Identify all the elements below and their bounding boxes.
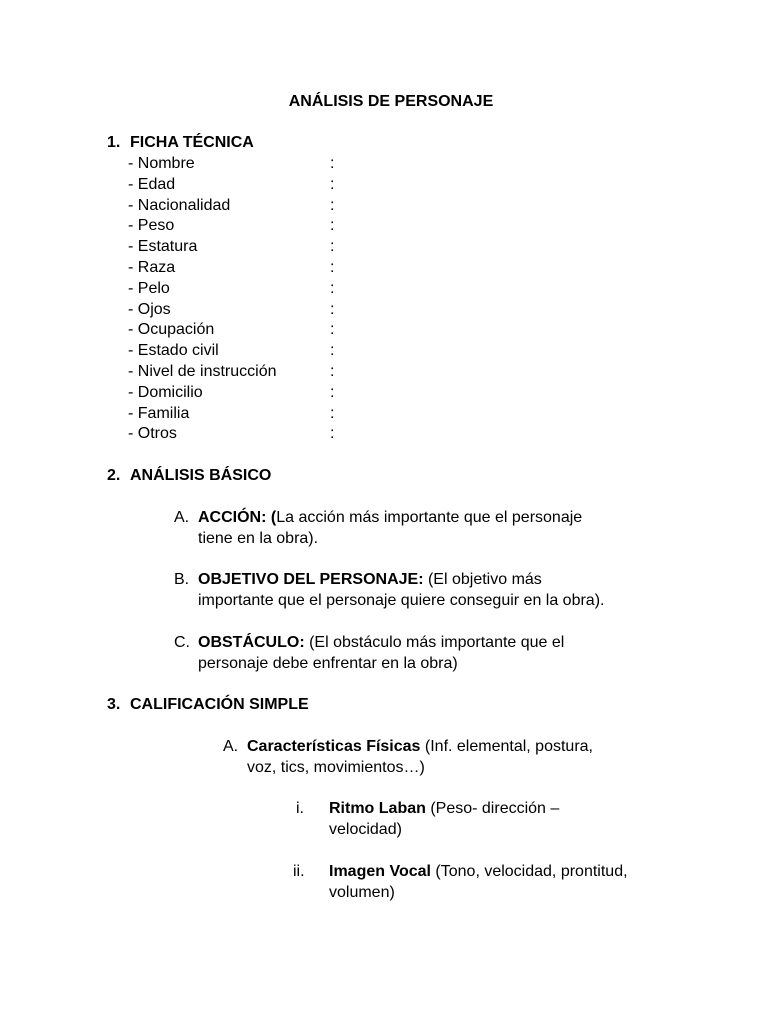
item-text-line-1	[247, 737, 593, 758]
item-description: La acción más importante que el personaje	[276, 509, 583, 526]
field-separator: :	[330, 383, 335, 401]
list-item	[128, 216, 335, 237]
list-item	[128, 154, 335, 175]
field-label: - Ojos	[128, 300, 171, 318]
item-bold-term: Imagen Vocal	[329, 863, 431, 880]
field-separator: :	[330, 279, 335, 297]
section-number: 3.	[107, 696, 121, 713]
field-label: - Nombre	[128, 155, 195, 172]
item-marker: ii.	[293, 863, 305, 880]
list-item	[296, 799, 560, 838]
field-label: - Ocupación	[128, 321, 215, 339]
document-title: ANÁLISIS DE PERSONAJE	[288, 93, 494, 110]
item-marker: i.	[296, 800, 304, 817]
item-text-line-1	[198, 633, 564, 654]
field-label: - Nivel de instrucción	[128, 362, 277, 380]
ficha-tecnica-list	[128, 154, 335, 445]
item-bold-term: Características Físicas	[247, 738, 421, 755]
item-text-line-2: velocidad)	[329, 821, 402, 838]
section-3-heading	[107, 695, 309, 716]
list-item	[128, 258, 335, 279]
field-separator: :	[330, 258, 335, 276]
item-text-line-1	[329, 799, 559, 820]
list-item	[128, 175, 335, 196]
item-text-line-1	[329, 862, 628, 883]
item-text-line-1	[198, 570, 542, 591]
field-label: - Familia	[128, 404, 190, 422]
field-label: - Estatura	[128, 238, 198, 256]
field-label: - Otros	[128, 425, 177, 443]
list-item	[128, 320, 335, 341]
item-text-line-2: tiene en la obra).	[198, 530, 319, 547]
field-separator: :	[330, 155, 335, 172]
item-text-line-2: personaje debe enfrentar en la obra)	[198, 655, 458, 672]
list-item	[293, 862, 628, 901]
field-label: - Peso	[128, 217, 175, 235]
item-bold-term: Ritmo Laban	[329, 800, 426, 817]
item-text-line-2: voz, tics, movimientos…)	[247, 759, 425, 776]
list-item	[128, 424, 335, 445]
section-title: ANÁLISIS BÁSICO	[130, 467, 272, 484]
list-item	[128, 383, 335, 404]
field-separator: :	[330, 175, 335, 193]
item-text-line-2: importante que el personaje quiere conseguir en la obra).	[198, 592, 605, 609]
field-separator: :	[330, 321, 335, 339]
field-label: - Domicilio	[128, 383, 203, 401]
list-item	[174, 570, 605, 609]
item-marker: A.	[223, 738, 239, 755]
item-description: (El objetivo más	[423, 571, 542, 588]
list-item	[128, 237, 335, 258]
list-item	[128, 362, 335, 383]
section-title: CALIFICACIÓN SIMPLE	[130, 696, 309, 713]
item-description: (Tono, velocidad, prontitud,	[430, 863, 628, 880]
list-item	[174, 633, 565, 672]
list-item	[223, 737, 593, 776]
field-label: - Edad	[128, 175, 176, 193]
list-item	[128, 404, 335, 425]
field-separator: :	[330, 300, 335, 318]
list-item	[128, 341, 335, 362]
field-separator: :	[330, 238, 335, 256]
item-text-line-1	[198, 508, 582, 529]
list-item	[128, 300, 335, 321]
item-description: (El obstáculo más importante que el	[304, 634, 565, 651]
section-title: FICHA TÉCNICA	[130, 134, 254, 151]
section-number: 2.	[107, 467, 121, 484]
section-number: 1.	[107, 134, 121, 151]
list-item	[128, 196, 335, 217]
list-item	[174, 508, 583, 547]
item-description: (Inf. elemental, postura,	[420, 738, 593, 755]
field-label: - Nacionalidad	[128, 196, 231, 214]
item-marker: A.	[174, 509, 190, 526]
field-label: - Estado civil	[128, 342, 219, 360]
item-marker: B.	[174, 571, 190, 588]
field-separator: :	[330, 196, 335, 214]
item-marker: C.	[174, 634, 190, 651]
section-1-heading	[107, 133, 254, 154]
field-label: - Raza	[128, 258, 176, 276]
item-text-line-2: volumen)	[329, 884, 395, 901]
item-bold-term: ACCIÓN: (	[198, 509, 277, 526]
section-2-heading	[107, 466, 272, 487]
list-item	[128, 279, 335, 300]
item-bold-term: OBSTÁCULO:	[198, 634, 305, 651]
item-bold-term: OBJETIVO DEL PERSONAJE:	[198, 571, 424, 588]
item-description: (Peso- dirección –	[425, 800, 560, 817]
field-separator: :	[330, 217, 335, 235]
field-separator: :	[330, 362, 335, 380]
field-separator: :	[330, 404, 335, 422]
field-separator: :	[330, 342, 335, 360]
field-label: - Pelo	[128, 279, 170, 297]
field-separator: :	[330, 425, 335, 443]
